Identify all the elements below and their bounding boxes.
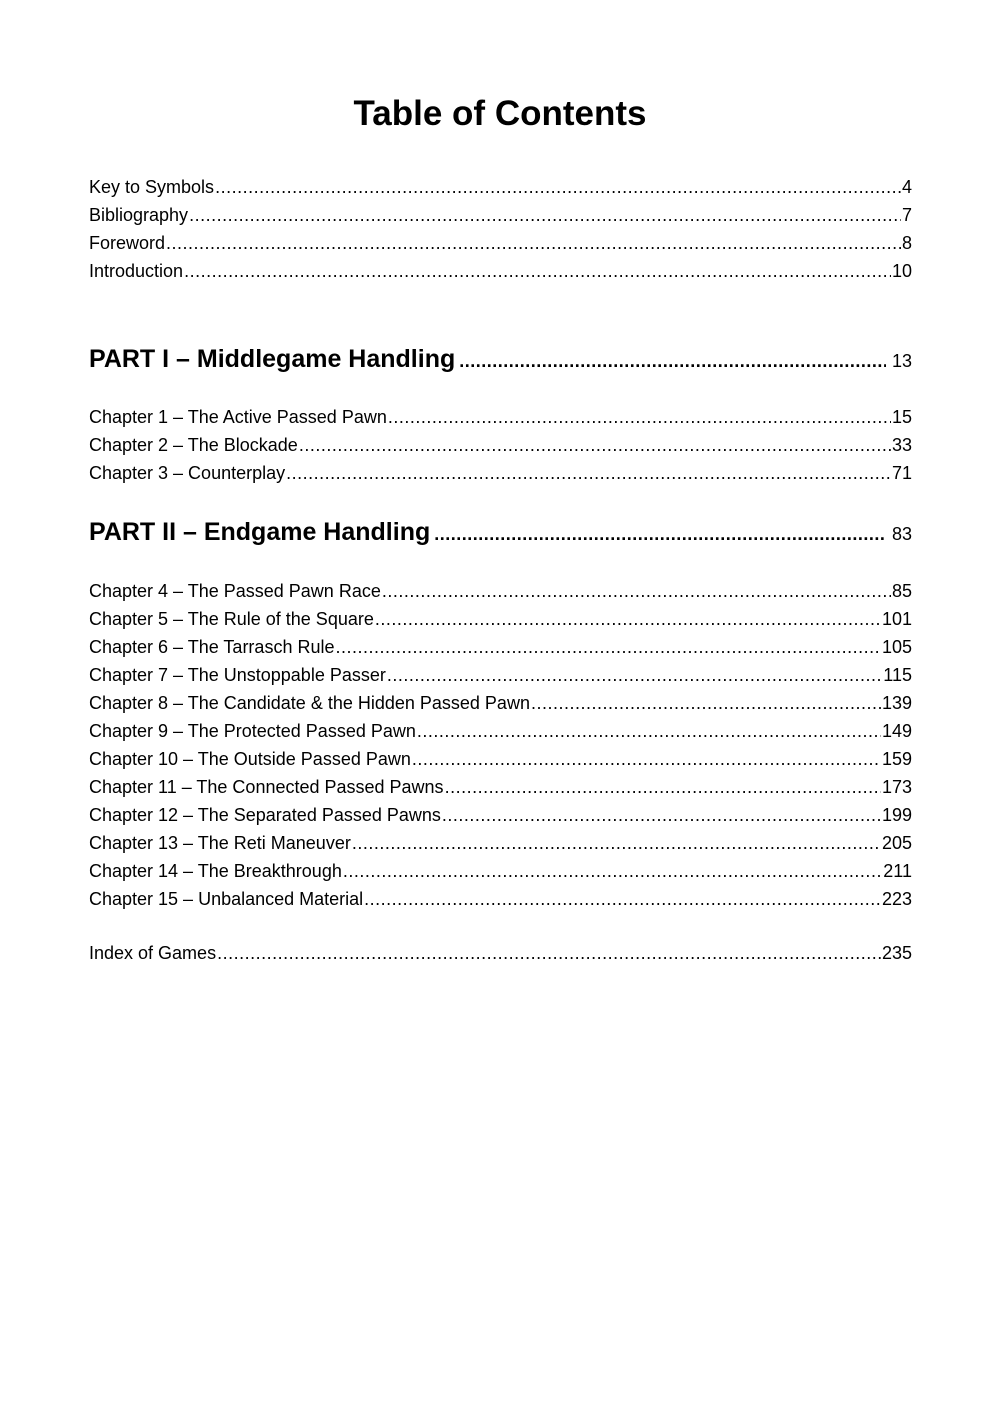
toc-entry-chapter-11[interactable] (89, 773, 912, 801)
toc-entry-label: Chapter 1 – The Active Passed Pawn (89, 407, 387, 427)
toc-entry-chapter-2[interactable] (89, 431, 912, 459)
toc-entry-label: Bibliography (89, 205, 189, 225)
toc-entry-page: 15 (891, 407, 912, 427)
part-one-chapter-list (89, 403, 912, 487)
toc-entry-label: Chapter 13 – The Reti Maneuver (89, 833, 351, 853)
toc-entry-page: 115 (883, 665, 912, 685)
toc-entry-label: Chapter 7 – The Unstoppable Passer (89, 665, 386, 685)
toc-part-two[interactable] (89, 512, 912, 552)
toc-entry-page: 10 (891, 261, 912, 281)
toc-entry-label: Chapter 14 – The Breakthrough (89, 861, 342, 881)
dot-leader (387, 661, 882, 689)
toc-entry-chapter-3[interactable] (89, 459, 912, 487)
toc-entry-chapter-15[interactable] (89, 885, 912, 913)
toc-entry-chapter-10[interactable] (89, 745, 912, 773)
toc-entry-page: 4 (901, 177, 912, 197)
dot-leader (412, 745, 881, 773)
toc-entry-label: Foreword (89, 233, 166, 253)
toc-entry-chapter-13[interactable] (89, 829, 912, 857)
toc-entry-foreword[interactable] (89, 229, 912, 257)
part-page: 13 (891, 351, 912, 371)
dot-leader (335, 633, 880, 661)
toc-entry-page: 159 (881, 749, 912, 769)
toc-entry-label: Chapter 10 – The Outside Passed Pawn (89, 749, 411, 769)
part-two-chapter-list (89, 577, 912, 913)
toc-entry-label: Key to Symbols (89, 177, 215, 197)
dot-leader (166, 229, 901, 257)
part-page: 83 (891, 524, 912, 544)
dot-leader (442, 801, 881, 829)
dot-leader (459, 341, 886, 379)
toc-entry-page: 85 (891, 581, 912, 601)
page-title: Table of Contents (353, 94, 647, 133)
dot-leader (343, 857, 882, 885)
dot-leader (531, 689, 881, 717)
toc-entry-page: 223 (881, 889, 912, 909)
toc-entry-label: Chapter 9 – The Protected Passed Pawn (89, 721, 416, 741)
toc-entry-page: 139 (881, 693, 912, 713)
toc-entry-chapter-9[interactable] (89, 717, 912, 745)
back-matter-list (89, 939, 912, 967)
toc-entry-chapter-8[interactable] (89, 689, 912, 717)
toc-entry-page: 33 (891, 435, 912, 455)
toc-entry-page: 235 (881, 943, 912, 963)
toc-entry-chapter-5[interactable] (89, 605, 912, 633)
toc-entry-key-to-symbols[interactable] (89, 173, 912, 201)
toc-entry-chapter-4[interactable] (89, 577, 912, 605)
toc-entry-page: 199 (881, 805, 912, 825)
dot-leader (217, 939, 881, 967)
toc-entry-index-of-games[interactable] (89, 939, 912, 967)
toc-entry-bibliography[interactable] (89, 201, 912, 229)
toc-entry-label: Chapter 4 – The Passed Pawn Race (89, 581, 381, 601)
dot-leader (388, 403, 891, 431)
dot-leader (215, 173, 901, 201)
dot-leader (375, 605, 881, 633)
dot-leader (299, 431, 891, 459)
dot-leader (184, 257, 891, 285)
toc-entry-label: Chapter 8 – The Candidate & the Hidden Passed Pawn (89, 693, 530, 713)
toc-entry-page: 7 (901, 205, 912, 225)
toc-entry-label: Chapter 5 – The Rule of the Square (89, 609, 374, 629)
dot-leader (189, 201, 901, 229)
toc-entry-label: Chapter 11 – The Connected Passed Pawns (89, 777, 444, 797)
toc-entry-page: 101 (881, 609, 912, 629)
dot-leader (434, 514, 886, 552)
toc-entry-page: 205 (881, 833, 912, 853)
front-matter-list (89, 173, 912, 285)
toc-entry-page: 211 (883, 861, 912, 881)
part-heading: PART I – Middlegame Handling (89, 345, 456, 373)
dot-leader (382, 577, 891, 605)
toc-entry-label: Chapter 3 – Counterplay (89, 463, 286, 483)
part-heading: PART II – Endgame Handling (89, 518, 431, 546)
toc-entry-chapter-14[interactable] (89, 857, 912, 885)
toc-entry-page: 173 (881, 777, 912, 797)
toc-entry-page: 105 (881, 637, 912, 657)
toc-entry-introduction[interactable] (89, 257, 912, 285)
part-one-section (89, 339, 912, 379)
dot-leader (286, 459, 891, 487)
part-two-section (89, 512, 912, 552)
dot-leader (352, 829, 881, 857)
toc-entry-label: Index of Games (89, 943, 217, 963)
dot-leader (445, 773, 881, 801)
toc-entry-chapter-7[interactable] (89, 661, 912, 689)
toc-entry-chapter-6[interactable] (89, 633, 912, 661)
toc-entry-label: Chapter 6 – The Tarrasch Rule (89, 637, 335, 657)
toc-entry-page: 71 (891, 463, 912, 483)
toc-entry-page: 149 (881, 721, 912, 741)
toc-entry-label: Chapter 12 – The Separated Passed Pawns (89, 805, 441, 825)
toc-part-one[interactable] (89, 339, 912, 379)
toc-entry-chapter-1[interactable] (89, 403, 912, 431)
toc-entry-label: Introduction (89, 261, 184, 281)
dot-leader (364, 885, 881, 913)
toc-entry-label: Chapter 15 – Unbalanced Material (89, 889, 364, 909)
dot-leader (417, 717, 881, 745)
toc-entry-label: Chapter 2 – The Blockade (89, 435, 298, 455)
toc-entry-chapter-12[interactable] (89, 801, 912, 829)
toc-entry-page: 8 (901, 233, 912, 253)
